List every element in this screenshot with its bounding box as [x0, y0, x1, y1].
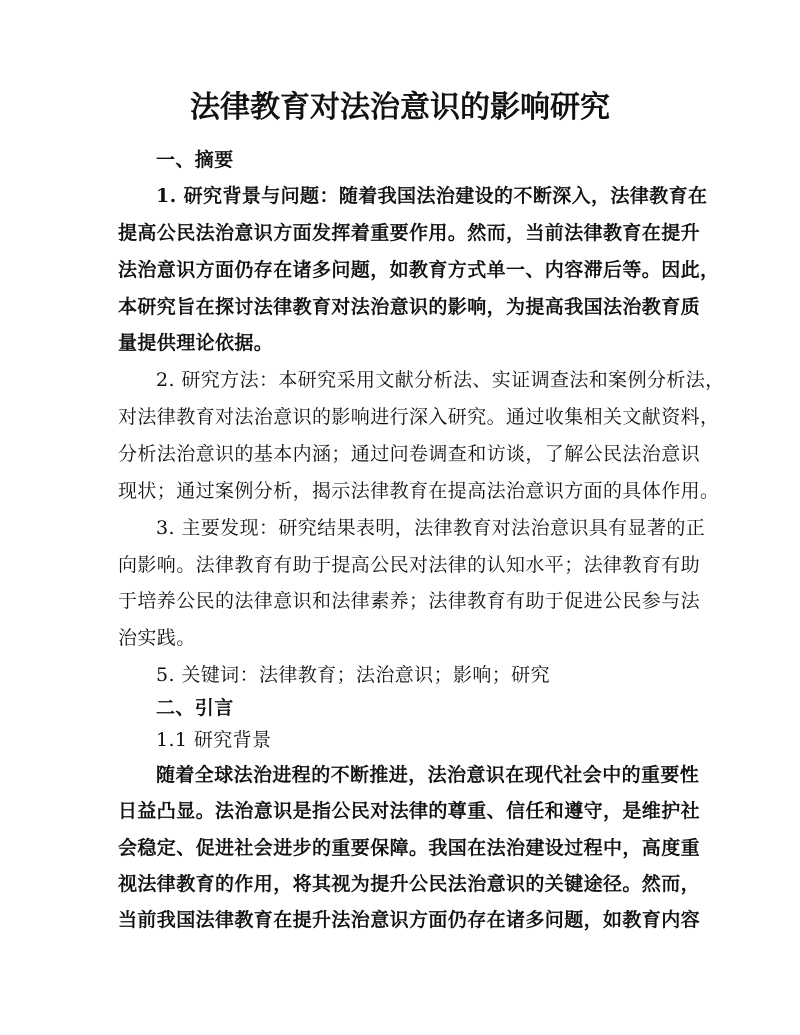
section-heading-intro: 二、引言	[156, 697, 234, 719]
abstract-paragraph-2-line: 2. 研究方法：本研究采用文献分析法、实证调查法和案例分析法，	[156, 369, 725, 391]
subsection-heading: 1.1 研究背景	[156, 729, 272, 751]
intro-paragraph-line: 当前我国法律教育在提升法治意识方面仍存在诸多问题，如教育内容	[118, 909, 701, 931]
intro-paragraph-line: 日益凸显。法治意识是指公民对法律的尊重、信任和遵守，是维护社	[118, 800, 701, 822]
intro-paragraph-line: 视法律教育的作用，将其视为提升公民法治意识的关键途径。然而，	[118, 873, 701, 895]
section-heading-abstract: 一、摘要	[156, 149, 234, 171]
abstract-paragraph-3-line: 向影响。法律教育有助于提高公民对法律的认知水平；法律教育有助	[118, 554, 701, 576]
abstract-paragraph-1-line: 本研究旨在探讨法律教育对法治意识的影响，为提高我国法治教育质	[118, 296, 701, 318]
abstract-paragraph-3-line: 治实践。	[118, 627, 196, 649]
document-title: 法律教育对法治意识的影响研究	[190, 90, 610, 125]
abstract-paragraph-3-line: 于培养公民的法律意识和法律素养；法律教育有助于促进公民参与法	[118, 590, 701, 612]
intro-paragraph-line: 随着全球法治进程的不断推进，法治意识在现代社会中的重要性	[156, 764, 700, 786]
abstract-paragraph-3-line: 3. 主要发现：研究结果表明，法律教育对法治意识具有显著的正	[156, 517, 706, 539]
abstract-paragraph-2-line: 对法律教育对法治意识的影响进行深入研究。通过收集相关文献资料，	[118, 406, 720, 428]
abstract-paragraph-2-line: 现状；通过案例分析，揭示法律教育在提高法治意识方面的具体作用。	[118, 480, 720, 502]
abstract-paragraph-2-line: 分析法治意识的基本内涵；通过问卷调查和访谈，了解公民法治意识	[118, 443, 701, 465]
abstract-paragraph-1-line: 1. 研究背景与问题：随着我国法治建设的不断深入，法律教育在	[156, 185, 708, 207]
intro-paragraph-line: 会稳定、促进社会进步的重要保障。我国在法治建设过程中，高度重	[118, 837, 701, 859]
abstract-paragraph-1-line: 法治意识方面仍存在诸多问题，如教育方式单一、内容滞后等。因此，	[118, 259, 720, 281]
abstract-paragraph-1-line: 量提供理论依据。	[118, 332, 274, 354]
abstract-paragraph-1-line: 提高公民法治意识方面发挥着重要作用。然而，当前法律教育在提升	[118, 222, 701, 244]
keywords: 5. 关键词：法律教育；法治意识；影响；研究	[156, 664, 550, 686]
